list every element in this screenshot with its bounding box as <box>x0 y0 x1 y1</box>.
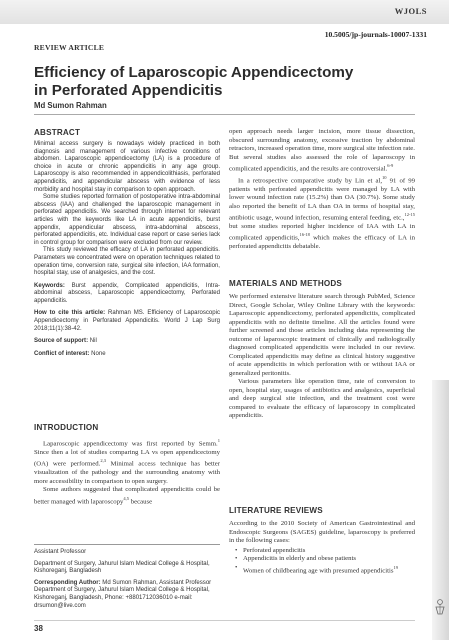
title-line-1: Efficiency of Laparoscopic Appendicectomy <box>34 64 354 81</box>
keywords <box>34 283 220 306</box>
intro-p3-text: open approach needs larger incision, more tissue dissection, obscured surrounding anatomy, excessive traction by abdominal retractors, increased operation time, more surgical site infection rate. But several studies also assessed the role of laparoscopy in complicated appendicitis, and the results are controversial. <box>229 128 415 173</box>
literature-heading: LITERATURE REVIEWS <box>229 506 323 515</box>
intro-para-3 <box>229 128 415 174</box>
methods-body <box>229 293 415 421</box>
literature-body <box>229 520 415 575</box>
article-title <box>34 64 414 100</box>
intro-p1-text-c: Minimal access technique has better visualization of the pathology and the surrounding anatomy with more accessibility in comparison to open surgery. <box>34 460 220 485</box>
intro-p4-text-b: 91 of 99 patients with perforated appendicitis were managed by LA with lower wound infection rate (15.2%) than OA (30.7%). Some study also reported the benefit of LA than OA in terms of hospital stay, antibiotic usage, wound infection, resuming enteral feeding, etc., <box>229 177 416 222</box>
intro-para-4 <box>229 174 415 252</box>
source-of-support <box>34 338 220 346</box>
corresponding-label: Corresponding Author: <box>34 579 101 586</box>
literature-para-1: According to the 2010 Society of American Gastrointestinal and Endoscopic Surgeons (SAGES) guideline, laparoscopy is preferred in the following cases: <box>229 520 415 544</box>
methods-para-1: We performed extensive literature search through PubMed, Science Direct, Google Scholar, Wiley Online Library with the keywords: Laparoscopic appendicectomy, perforated appendicitis, complicated appendicitis with no definite timeline. All the articles found were further screened and those articles including data representing the outcome of laparoscopic treatment of clinically and radiologically diagnosed complicated appendicitis were included in our review. Complicated appendicitis may define as clinical history suggestive of acute appendicitis in which perforation with or without IAA or generalized peritonitis. <box>229 293 415 377</box>
affiliation-block <box>34 549 220 610</box>
ref-5: 10 <box>382 174 387 180</box>
introduction-body-left <box>34 437 220 506</box>
citation-text: Rahman MS. Efficiency of Laparoscopic Appendicectomy in Perforated Appendicitis. World J Lap Surg 2018;11(1):38-42. <box>34 310 220 332</box>
title-divider <box>34 114 415 115</box>
citation <box>34 310 220 333</box>
ref-3: 4,5 <box>123 495 130 501</box>
intro-para-1 <box>34 437 220 486</box>
keywords-label: Keywords: <box>34 282 65 289</box>
publisher-logo-icon <box>434 598 446 616</box>
ref-8: 19 <box>393 564 399 570</box>
intro-p4-text-d: which makes the efficacy of LA in perforated appendicitis debatable. <box>229 234 416 250</box>
list-item-text: Women of childbearing age with presumed appendicitis <box>243 566 394 574</box>
abstract-para-2: Some studies reported formation of postoperative intra-abdominal abscess (IAA) and challenged the laparoscopic management in perforated appendicitis. We searched through internet for relevant articles with the keywords like LA in acute appendicitis, burst appendix, appendicular abscess, intra-abdominal abscess, perforated appendicitis, etc. Individual case report or case series lack in control group for comparison were excluded from our review. <box>34 194 220 246</box>
abstract-body <box>34 141 220 358</box>
footer-divider <box>34 620 415 621</box>
citation-label: How to cite this article: <box>34 310 106 317</box>
intro-p1-text-a: Laparoscopic appendicectomy was first reported by Semm. <box>43 440 218 448</box>
keywords-text: Burst appendix, Complicated appendicitis, Intra-abdominal abscess, Laparoscopic appendicectomy, Perforated appendicitis. <box>34 282 220 304</box>
ref-1: 1 <box>217 438 220 443</box>
affiliation-dept: Department of Surgery, Jahurul Islam Medical College & Hospital, Kishoreganj, Bangladesh <box>34 560 210 575</box>
support-text: Nil <box>88 338 97 345</box>
intro-p4-text-c: but some studies reported higher incidence of IAA with LA in complicated appendicitis, <box>229 222 415 242</box>
abstract-para-3: This study reviewed the efficacy of LA in perforated appendicitis. Parameters we concentrated were on operation techniques related to operation time, conversion rate, surgical site infection, IAA formation, hospital stay, use of analgesics, and the cost. <box>34 247 220 277</box>
author: Md Sumon Rahman <box>34 101 107 110</box>
intro-p2-text-b: because <box>129 497 153 505</box>
intro-para-2 <box>34 486 220 506</box>
list-item: • Appendicitis in elderly and obese patients <box>243 555 415 564</box>
corresponding-text: Md Sumon Rahman, Assistant Professor Department of Surgery, Jahurul Islam Medical College & Hospital, Kishoreganj, Bangladesh, Phone: +8801712036010 e-mail: drsumon@live.com <box>34 579 212 609</box>
sages-list <box>229 547 415 576</box>
methods-para-2: Various parameters like operation time, rate of conversion to open, hospital stay, usages of antibiotics and analgesics, superficial and deep surgical site infection, and the treatment cost were compared to evaluate the efficacy of laparoscopy in complicated appendicitis. <box>229 378 415 419</box>
intro-p1-text-b: Since then a lot of studies comparing LA vs open appendicectomy (OA) were performed. <box>34 448 220 468</box>
methods-heading: MATERIALS AND METHODS <box>229 279 343 288</box>
list-item: • Perforated appendicitis <box>243 547 415 556</box>
doi[interactable]: 10.5005/jp-journals-10007-1331 <box>324 30 427 39</box>
conflict-text: None <box>89 350 106 357</box>
page-number: 38 <box>34 624 43 633</box>
abstract-heading: ABSTRACT <box>34 128 81 137</box>
intro-p4-text-a: In a retrospective comparative study by Lin et al, <box>238 177 383 184</box>
journal-tag: WJOLS <box>394 6 427 16</box>
conflict-of-interest <box>34 351 220 359</box>
affiliation-divider <box>34 544 220 546</box>
ref-2: 2,3 <box>100 458 106 464</box>
ref-4: 6-9 <box>387 163 394 168</box>
affiliation-role: Assistant Professor <box>34 549 87 555</box>
introduction-body-right <box>229 128 415 252</box>
introduction-heading: INTRODUCTION <box>34 423 99 432</box>
intro-p2-text-a: Some authors suggested that complicated appendicitis could be better managed with laparoscopy <box>34 486 220 505</box>
ref-6: 12-15 <box>404 212 415 217</box>
conflict-label: Conflict of interest: <box>34 350 90 357</box>
list-item <box>243 564 415 576</box>
corresponding-author <box>34 580 220 610</box>
section-label: REVIEW ARTICLE <box>34 43 105 52</box>
ref-7: 16-18 <box>299 232 310 238</box>
title-line-2: in Perforated Appendicitis <box>34 82 223 99</box>
header-band <box>0 0 449 24</box>
abstract-para-1: Minimal access surgery is nowadays widely practiced in both diagnosis and management of various infective conditions of abdomen. Laparoscopic appendicectomy (LA) is a procedure of choice in acute or chronic appendicitis in any age group. Laparoscopy is also recommended in appendicolithiasis, perforated appendicitis, and appendicular abscess with evidence of less morbidity and hospital stay in comparison to open approach. <box>34 141 220 193</box>
support-label: Source of support: <box>34 338 89 345</box>
